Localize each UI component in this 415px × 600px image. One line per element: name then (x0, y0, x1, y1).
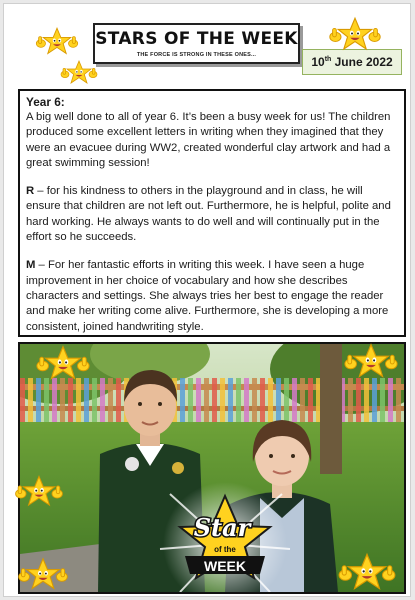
thumbs-up-star-icon (13, 474, 65, 510)
pupil-initial: R (26, 185, 35, 198)
badge-star-word: Star (193, 513, 251, 542)
pupil-text: – for his kindness to others in the playground and in class, he will ensure that children are not left out. Furthermore, he is helpful, polite and hard working. He always wants to do well and will continually put in the effort so he succeeds. (26, 185, 391, 244)
thumbs-up-star-icon (342, 342, 400, 382)
date-day: 10 (311, 55, 325, 69)
intro-paragraph: A big well done to all of year 6. It’s been a busy week for us! The children produced some excellent letters in writing when they imagined that they were an evacuee during WW2, created wonderful clay artwork and had a great swimming session! (26, 111, 391, 169)
thumbs-up-star-icon (327, 16, 383, 54)
thumbs-up-star-icon (16, 556, 70, 594)
date-month-year: June 2022 (331, 55, 393, 69)
badge-week-word: WEEK (204, 558, 246, 574)
class-heading: Year 6: (26, 95, 65, 109)
tagline: THE FORCE IS STRONG IN THESE ONES... (136, 52, 257, 58)
thumbs-up-star-icon (59, 59, 99, 87)
pupil-text: – For her fantastic efforts in writing this week. I have seen a huge improvement in her choice of vocabulary and how she describes characters and settings. She always tries her best to engage the reader and make her writing come alive. Furthermore, she is developing a more consistent, joined handwriting style. (26, 259, 389, 333)
thumbs-up-star-icon (336, 552, 398, 594)
pupil-paragraph-1 (26, 184, 398, 245)
newsletter-page (3, 3, 411, 597)
badge-of-the: of the (214, 545, 236, 554)
title-banner (93, 23, 300, 64)
pupil-paragraph-2 (26, 258, 398, 334)
text-panel (18, 89, 406, 337)
page-title: STARS OF THE WEEK (95, 29, 298, 49)
date-suffix: th (324, 56, 332, 63)
pupil-initial: M (26, 259, 36, 272)
thumbs-up-star-icon (34, 26, 80, 58)
thumbs-up-star-icon (34, 344, 92, 384)
